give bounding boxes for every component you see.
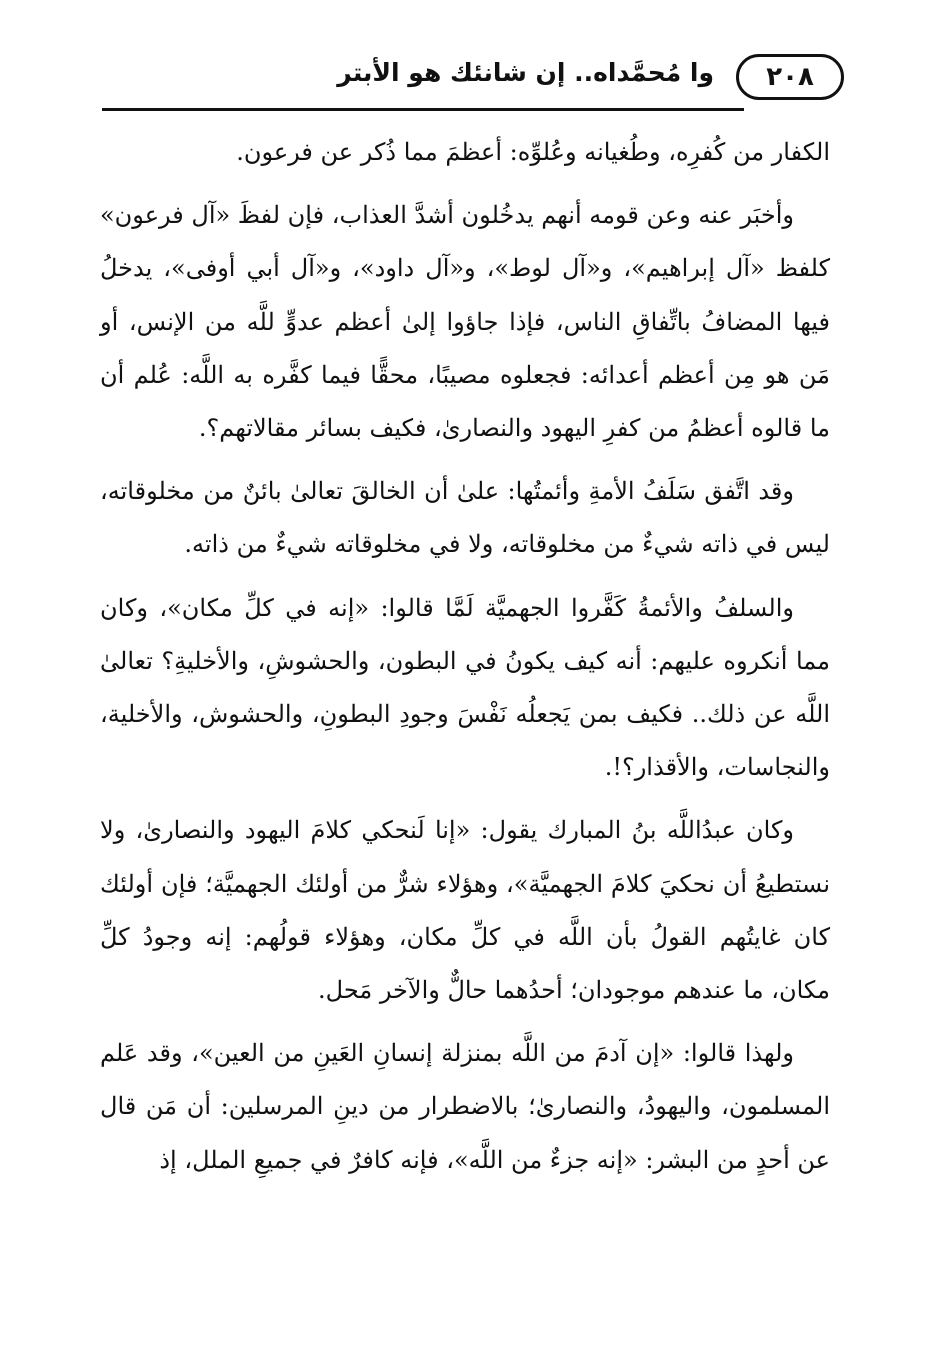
paragraph: وقد اتَّفق سَلَفُ الأمةِ وأئمتُها: علىٰ أن الخالقَ تعالىٰ بائنٌ من مخلوقاته، ليس في ذاته شيءٌ من مخلوقاته، ولا في مخلوقاته شيءٌ من ذاته.	[100, 477, 830, 559]
paragraph: الكفار من كُفرِه، وطُغيانه وعُلوِّه: أعظمَ مما ذُكر عن فرعون.	[236, 138, 830, 166]
paragraph: وكان عبدُاللَّه بنُ المبارك يقول: «إنا لَنحكي كلامَ اليهود والنصارىٰ، ولا نستطيعُ أن نحكيَ كلامَ الجهميَّة»، وهؤلاء شرٌّ من أولئك الجهميَّة؛ فإن أولئك كان غايتُهم القولُ بأن اللَّه في كلِّ مكان، وهؤلاء قولُهم: إنه وجودُ كلِّ مكان، ما عندهم موجودان؛ أحدُهما حالٌّ والآخر مَحل.	[100, 816, 830, 1005]
page-body	[100, 126, 830, 1197]
paragraph: وأخبَر عنه وعن قومه أنهم يدخُلون أشدَّ العذاب، فإن لفظَ «آل فرعون» كلفظ «آل إبراهيم»، و«آل لوط»، و«آل داود»، و«آل أبي أوفى»، يدخلُ فيها المضافُ باتِّفاقِ الناس، فإذا جاؤوا إلىٰ أعظم عدوٍّ للَّه من الإنس، أو مَن هو مِن أعظم أعدائه: فجعلوه مصيبًا، محقًّا فيما كفَّره به اللَّه: عُلم أن ما قالوه أعظمُ من كفرِ اليهود والنصارىٰ، فكيف بسائر مقالاتهم؟.	[100, 201, 830, 443]
running-title: وا مُحمَّداه.. إن شانئك هو الأبتر	[337, 58, 714, 87]
paragraph: ولهذا قالوا: «إن آدمَ من اللَّه بمنزلة إنسانِ العَينِ من العين»، وقد عَلم المسلمون، واليهودُ، والنصارىٰ؛ بالاضطرار من دينِ المرسلين: أن مَن قال عن أحدٍ من البشر: «إنه جزءٌ من اللَّه»، فإنه كافرٌ في جميعِ الملل، إذ	[100, 1039, 830, 1174]
header-divider	[102, 108, 744, 111]
page-header	[92, 48, 844, 112]
paragraph: والسلفُ والأئمةُ كَفَّروا الجهميَّة لَمَّا قالوا: «إنه في كلِّ مكان»، وكان مما أنكروه عليهم: أنه كيف يكونُ في البطون، والحشوشِ، والأخليةِ؟ تعالىٰ اللَّه عن ذلك.. فكيف بمن يَجعلُه نَفْسَ وجودِ البطونِ، والحشوش، والأخلية، والنجاسات، والأقذار؟!.	[100, 593, 830, 782]
page-number: ٢٠٨	[736, 54, 844, 100]
